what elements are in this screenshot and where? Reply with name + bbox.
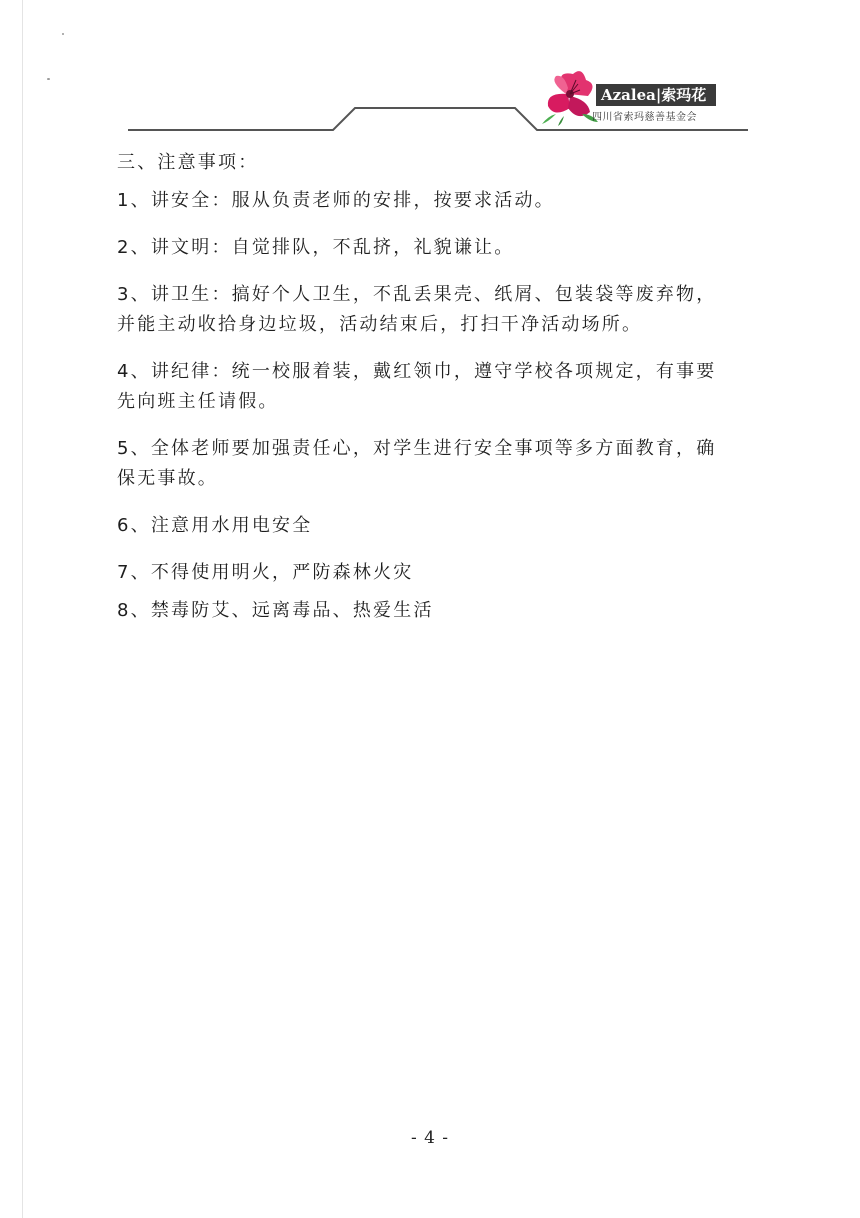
scan-edge-line <box>22 0 23 1218</box>
notice-line: 6、注意用水用电安全 <box>117 515 313 536</box>
notice-item-8 <box>117 596 757 626</box>
notice-line: 并能主动收拾身边垃圾，活动结束后，打扫干净活动场所。 <box>117 314 643 335</box>
notice-line: 2、讲文明：自觉排队，不乱挤，礼貌谦让。 <box>117 237 515 258</box>
notice-item-4 <box>117 357 757 417</box>
notice-item-2 <box>117 233 757 263</box>
logo-subtitle: 四川省索玛慈善基金会 <box>592 112 697 123</box>
notice-line: 3、讲卫生：搞好个人卫生，不乱丢果壳、纸屑、包装袋等废弃物， <box>117 284 717 305</box>
document-body <box>117 148 757 643</box>
notice-line: 8、禁毒防艾、远离毒品、热爱生活 <box>117 600 434 621</box>
notice-line: 保无事故。 <box>117 468 218 489</box>
notice-item-3 <box>117 280 757 340</box>
page-number: - 4 - <box>410 1128 450 1148</box>
notice-line: 7、不得使用明火，严防森林火灾 <box>117 562 414 583</box>
notice-line: 4、讲纪律：统一校服着装，戴红领巾，遵守学校各项规定，有事要 <box>117 361 717 382</box>
notice-line: 先向班主任请假。 <box>117 391 279 412</box>
notice-item-7 <box>117 558 757 588</box>
logo-brand-text: Azalea|索玛花 <box>596 84 716 106</box>
foundation-logo <box>538 64 718 126</box>
header-rule <box>0 0 860 140</box>
notice-item-6 <box>117 511 757 541</box>
section-heading: 三、注意事项： <box>117 152 259 173</box>
notice-line: 1、讲安全：服从负责老师的安排，按要求活动。 <box>117 190 555 211</box>
notice-line: 5、全体老师要加强责任心，对学生进行安全事项等多方面教育，确 <box>117 438 717 459</box>
notice-item-1 <box>117 186 757 216</box>
notice-item-5 <box>117 434 757 494</box>
